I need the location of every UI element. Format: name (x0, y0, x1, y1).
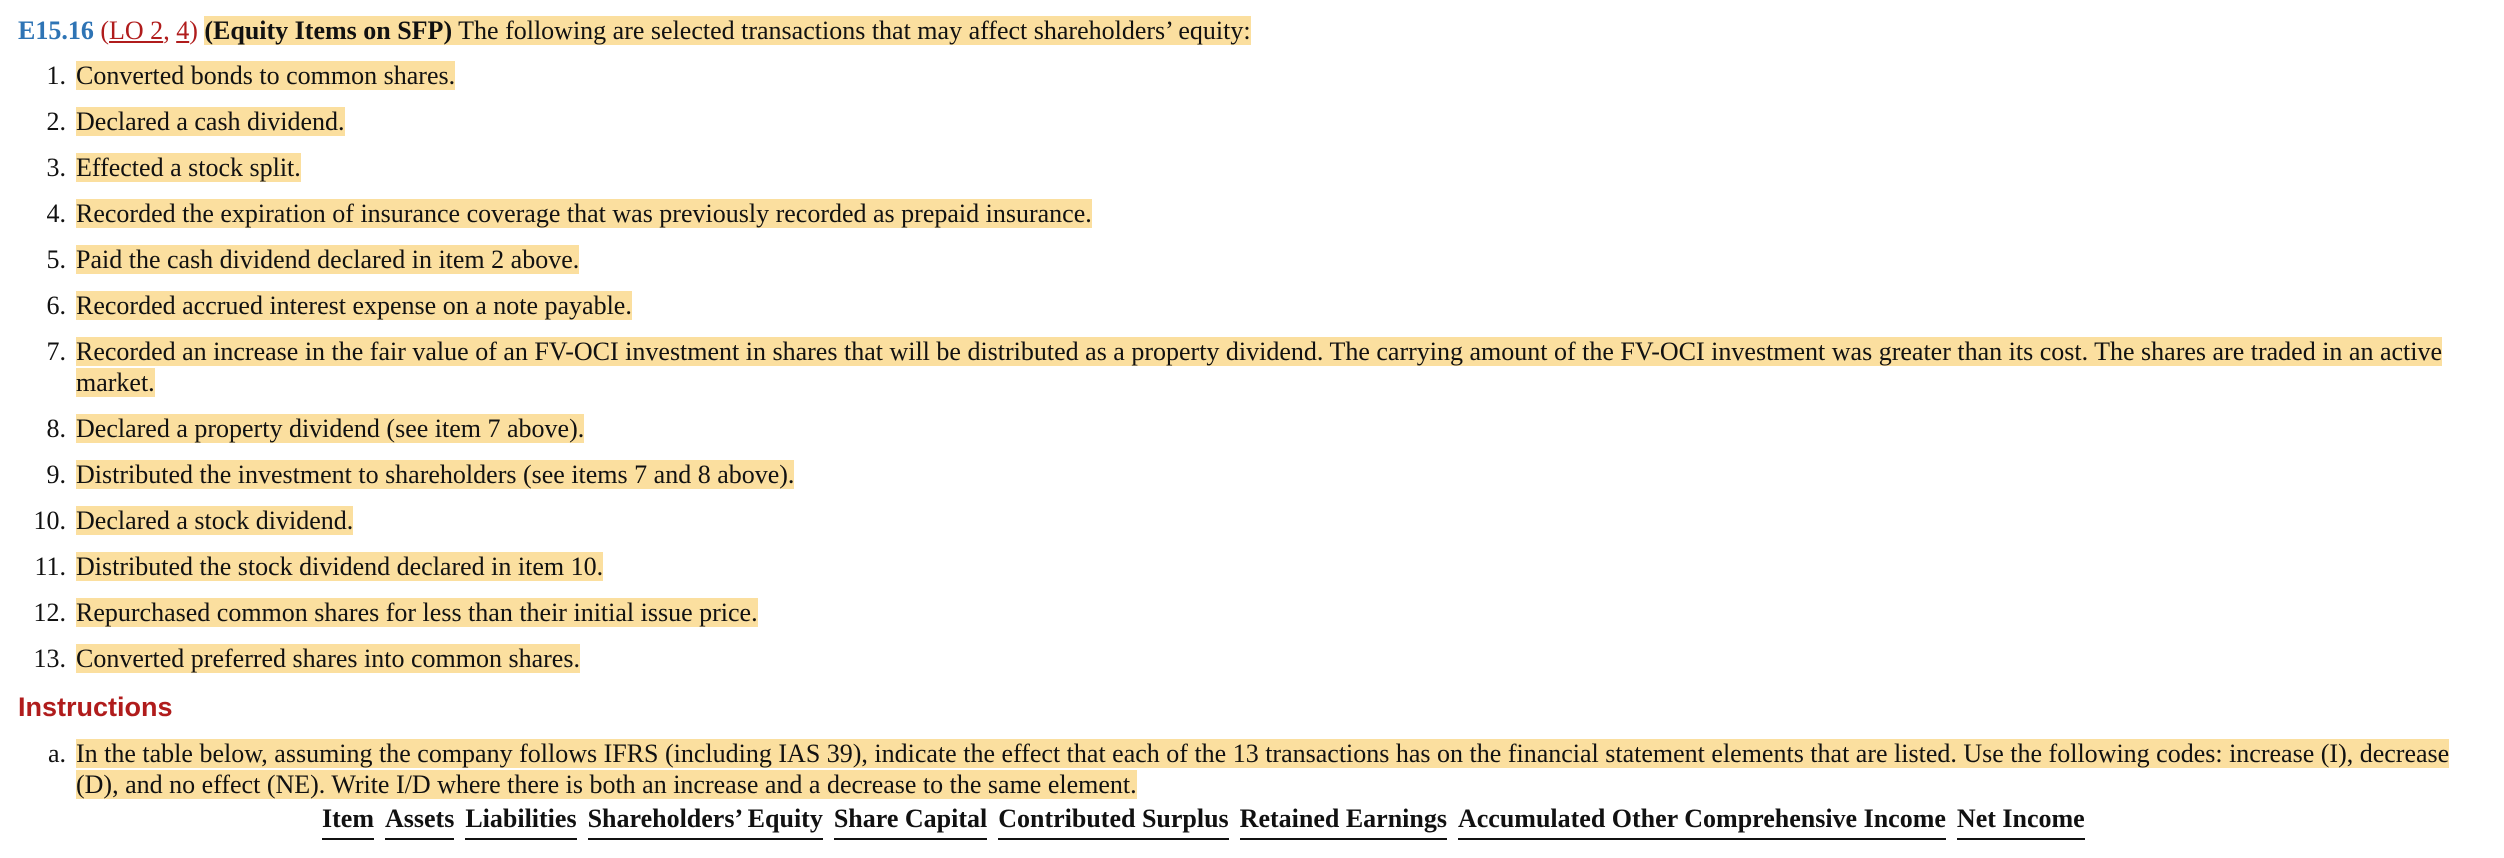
lo-close-paren: ) (189, 16, 198, 45)
exercise-number: E15.16 (18, 16, 94, 45)
transaction-number: 12. (33, 598, 66, 627)
transaction-text: Distributed the stock dividend declared in item 10. (76, 552, 604, 581)
transaction-text: Paid the cash dividend declared in item 2 above. (76, 245, 580, 274)
exercise-intro: The following are selected transactions that may affect shareholders’ equity: (458, 16, 1251, 45)
table-column-header: Assets (385, 802, 454, 840)
table-column-header: Item (322, 802, 374, 840)
transaction-number: 3. (46, 153, 66, 182)
transaction-text: Repurchased common shares for less than their initial issue price. (76, 598, 758, 627)
lo-open-paren: ( (100, 16, 110, 45)
instruction-text: In the table below, assuming the company follows IFRS (including IAS 39), indicate the effect that each of the 13 transactions has on the financial statement elements that are listed. Use the following codes: increase (I), decrease (D), and no effect (NE). Write I/D where there is both an increase and a decrease to the same element. (76, 739, 2450, 799)
instructions-heading: Instructions (18, 692, 173, 722)
transaction-text: Recorded the expiration of insurance coverage that was previously recorded as prepaid insurance. (76, 199, 1092, 228)
instruction-list (0, 738, 2504, 800)
transaction-item (0, 60, 2504, 91)
transaction-text: Converted preferred shares into common shares. (76, 644, 580, 673)
table-column-header: Retained Earnings (1240, 802, 1447, 840)
transaction-number: 8. (46, 414, 66, 443)
table-column-header: Share Capital (834, 802, 987, 840)
transaction-text: Declared a property dividend (see item 7 above). (76, 414, 585, 443)
transaction-number: 11. (34, 552, 66, 581)
transaction-item (0, 198, 2504, 229)
transaction-number: 2. (46, 107, 66, 136)
transaction-item (0, 152, 2504, 183)
transaction-text: Converted bonds to common shares. (76, 61, 456, 90)
instruction-item (0, 738, 2504, 800)
transaction-item (0, 106, 2504, 137)
transaction-number: 4. (46, 199, 66, 228)
transaction-text: Recorded accrued interest expense on a note payable. (76, 291, 632, 320)
table-column-header: Liabilities (465, 802, 576, 840)
transaction-item (0, 413, 2504, 444)
transaction-text: Declared a cash dividend. (76, 107, 345, 136)
table-column-header: Contributed Surplus (998, 802, 1228, 840)
exercise-header (18, 14, 1251, 48)
table-header-row (322, 802, 2096, 840)
transaction-item (0, 459, 2504, 490)
transaction-item (0, 290, 2504, 321)
exercise-title: (Equity Items on SFP) (204, 16, 453, 45)
transaction-text: Effected a stock split. (76, 153, 301, 182)
transaction-item (0, 597, 2504, 628)
table-column-header: Shareholders’ Equity (588, 802, 823, 840)
transaction-item (0, 643, 2504, 674)
lo-separator: , (163, 16, 177, 45)
transaction-item (0, 336, 2504, 398)
transaction-number: 9. (46, 460, 66, 489)
learning-objective-link-2[interactable]: LO 2 (109, 16, 164, 45)
transaction-text: Distributed the investment to shareholders (see items 7 and 8 above). (76, 460, 795, 489)
table-column-header: Net Income (1957, 802, 2085, 840)
transaction-number: 13. (33, 644, 66, 673)
transaction-number: 7. (46, 337, 66, 366)
transaction-text: Declared a stock dividend. (76, 506, 354, 535)
transaction-number: 5. (46, 245, 66, 274)
transaction-list (0, 60, 2504, 689)
transaction-item (0, 244, 2504, 275)
transaction-text: Recorded an increase in the fair value of an FV-OCI investment in shares that will be distributed as a property dividend. The carrying amount of the FV-OCI investment was greater than its cost. The shares are traded in an active market. (76, 337, 2443, 397)
learning-objective-link-4[interactable]: 4 (176, 16, 190, 45)
table-column-header: Accumulated Other Comprehensive Income (1458, 802, 1946, 840)
transaction-number: 6. (46, 291, 66, 320)
transaction-number: 10. (33, 506, 66, 535)
transaction-item (0, 505, 2504, 536)
transaction-item (0, 551, 2504, 582)
instruction-label: a. (47, 739, 66, 768)
transaction-number: 1. (46, 61, 66, 90)
